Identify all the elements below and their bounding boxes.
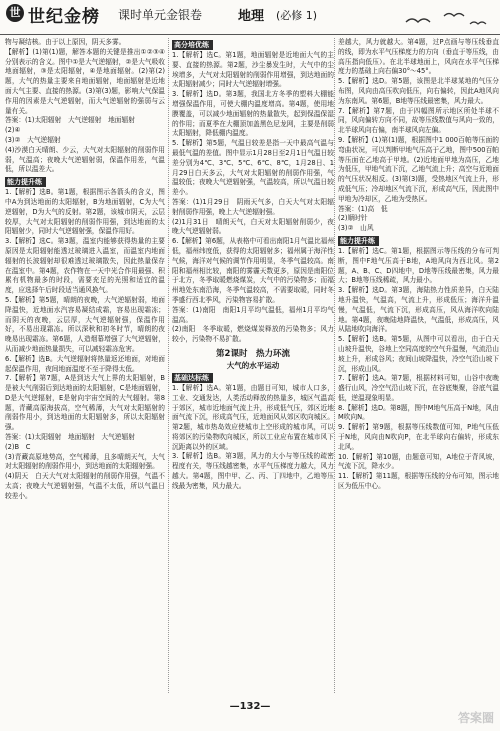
answer-paragraph: 答案：(1)太阳辐射 地面辐射 大气逆辐射 (5, 433, 135, 442)
answer-paragraph: 1.【解析】选C。第1题，地面辐射是近地面大气的主要、直接的热源。第2题，沙尘暴发生时，大气中的尘埃增多，大气对太阳辐射的削弱作用增强，到达地面的太阳辐射减少；同时大气逆辐射增强。 (172, 51, 334, 89)
lesson-subtitle: 大气的水平运动 (226, 360, 280, 370)
answer-paragraph: 1.【解析】选A。第1题，由题目可知，城市人口多，工业、交通发达，人类活动释放的热量多，城区气温高于郊区，城市近地面气流上升，形成低气压，郊区近地面气流下沉，形成高气压，近地面风从郊区吹向城区。第2题，城市热岛效应使城市上空形成的城市风，可以将郊区的污染物吹向城区，所以工业应布置在城市风下沉距离以外的区域。 (172, 383, 334, 451)
answer-paragraph: 10.【解析】第10题，由题意可知，A地位于背风坡，气流下沉，降水少。 (338, 452, 499, 471)
answer-paragraph: (4)沙漠白天晴朗、少云，大气对太阳辐射的削弱作用弱，气温高；夜晚大气逆辐射弱，保温作用差，气温低，所以温差大。 (5, 145, 165, 174)
answer-paragraph: (3)② 大气逆辐射 (5, 135, 61, 144)
section-heading: 能力提升练 (5, 177, 46, 187)
answer-paragraph: 8.【解析】选D。第8题，图中M地气压高于N地，风由M吹向N。 (338, 403, 499, 422)
answer-paragraph: 6.【解析】第6题，从表格中可看出南阳1月气温比福州低，福州纬度低，获得的太阳辐射多；福州属于海洋性气候，海洋对气候的调节作用明显，冬季气温较高。南阳和福州相比较，南阳的雾霾天数更多，原因是南阳位于北方，冬季取暖燃烧煤炭，大气中的污染物多；而福州地处东南沿海，冬季气温较高，不需要取暖，同时冬季盛行西北季风，污染物容易扩散。 (172, 237, 334, 304)
section-heading: 高分培优练 (172, 40, 213, 50)
answer-paragraph: (3)② 山风 (338, 224, 374, 233)
answer-paragraph: (2)1月31日 晴朗天气，白天对太阳辐射削弱少，夜晚大气逆辐射弱。 (172, 217, 334, 236)
page-footer (0, 700, 500, 731)
answer-paragraph: 9.【解析】(1)第(1)题，根据图中1 000百帕等压面的弯曲状况，可以判断甲地气压高于乙地，图中500百帕等压面在乙地高于甲地。(2)近地面甲地为高压，乙地为低压，甲地气流下沉，乙地气流上升；高空与近地面的气压状况相反。(3)第(3)题，受热地区气流上升，形成低气压；冷却地区气流下沉，形成高气压，因此图中甲地为冷却区，乙地为受热区。 (338, 135, 499, 203)
answer-paragraph: 7.【解析】第7题，由于四幅图所示地区所处半球不同，风向偏转方向不同，故等压线数值与风向一致的，北半球风向右偏，南半球风向左偏。 (338, 106, 499, 135)
answer-paragraph: (4)阴天 白天大气对太阳辐射的削弱作用强，气温不太高；夜晚大气逆辐射强，气温不太低，所以气温日较差小。 (5, 472, 165, 500)
answer-paragraph: 物与凝结核。由于以上原因，阴天多雾。 (5, 38, 126, 46)
birds-icon (400, 8, 490, 30)
page-number: —132— (229, 701, 271, 712)
answer-column-left (5, 38, 165, 693)
page-header (0, 0, 500, 35)
answer-column-middle (168, 38, 334, 693)
answer-paragraph: (2)B C (5, 442, 31, 451)
answer-paragraph: (2)④ (5, 126, 21, 135)
answer-paragraph: 3.【解析】选D。第3题，海陆热力性质差异，白天陆地升温快，气温高，气流上升，形成低压；海洋升温慢，气温低，气流下沉，形成高压，风从海洋吹向陆地。第4题，夜晚陆地降温快，气温低，形成高压，风从陆地吹向海洋。 (338, 286, 499, 334)
answer-paragraph: 6.【解析】选B。大气逆辐射将热量返还地面，对地面起保温作用，夜间地面温度不至于降得太低。 (5, 354, 165, 373)
answer-paragraph: 3.【解析】选B。第3题，风力的大小与等压线的疏密程度有关，等压线越密集，水平气压梯度力越大，风力越大。第4题，图中甲、乙、丙、丁四地中，乙地等压线最为密集，风力最大。 (172, 452, 334, 490)
watermark-logo: 答案圈 (457, 711, 494, 725)
answer-paragraph: 5.【解析】第5题，晴朗的夜晚，大气逆辐射弱，地面降温快，近地面水汽容易凝结成霜，容易出现霜冻；而阴天的夜晚，云层厚，大气逆辐射强，保温作用好，不易出现霜冻。所以深秋和初冬时节，晴朗的夜晚易出现霜冻。第6题，人造烟幕增强了大气逆辐射，从而减少地面热量损失，可以减轻霜冻危害。 (5, 295, 165, 353)
subject-label: 地理 (238, 9, 265, 24)
answer-paragraph: (2)顺时针 (338, 214, 368, 223)
answer-paragraph: 9.【解析】第9题，根据等压线数值可知，P地气压低于N地，风向由N吹向P，在北半球向右偏转，形成东北风。 (338, 423, 499, 451)
section-heading: 能力提升练 (338, 236, 379, 246)
answer-paragraph: 差越大，风力就越大。第4题，过P点画与等压线垂直的线，即为水平气压梯度力的方向（垂直于等压线，由高压指向低压）。在北半球地面上，风向在水平气压梯度力的基础上向右偏30°～45°。 (338, 38, 499, 76)
answer-paragraph: 5.【解析】选D。第5题，该图是北半球某地的气压分布图，风向由高压吹向低压，向右偏转，因此A地风向为东南风。第6题，B地等压线最密集，风力最大。 (338, 77, 499, 105)
section-heading: 基础达标练 (172, 373, 213, 383)
brand-logo-icon: 世 (6, 4, 24, 22)
series-subtitle: 课时单元金银卷 (118, 8, 203, 22)
answer-paragraph: (2)南阳 冬季取暖，燃烧煤炭释放的污染物多；风力较小，污染物不易扩散。 (172, 325, 334, 344)
answer-paragraph: 3.【解析】选C。第3题，温室内能够获得热量的主要原因是太阳辐射能透过玻璃进入温室，而温室内地面辐射的长波辐射却很难透过玻璃散失，因此热量保存在温室中。第4题，农作物在一天中光合作用最强、积累有机物最多的时段，需要充足的光照和适宜的温度，应选择午后时段适当通风换气。 (5, 237, 165, 295)
answer-paragraph: 7.【解析】第7题，A是到达大气上界的太阳辐射，B是被大气削弱后到达地面的太阳辐射，C是地面辐射，D是大气逆辐射，E是射向宇宙空间的大气辐射。第8题，青藏高原海拔高，空气稀薄，大气对太阳辐射的削弱作用小，到达地面的太阳辐射多，所以太阳辐射强。 (5, 374, 165, 432)
answer-paragraph: 5.【解析】选B。第5题，从图中可以看出，由于白天山坡升温快，谷地上空同高度的空气升温慢，气流沿山坡上升，形成谷风；夜间山坡降温快，冷空气沿山坡下沉，形成山风。 (338, 335, 499, 373)
answer-paragraph: 11.【解析】第11题，根据等压线的分布可知，图示地区为低压中心。 (338, 472, 499, 491)
lesson-title: 第2课时 热力环流 (216, 348, 290, 359)
answer-paragraph: 【解析】(1)第(1)题，解答本题的关键是推出①②③④分别表示的含义。图中①是大气逆辐射，②是大气吸收地面辐射，③是太阳辐射，④是地面辐射。(2)第(2)题，大气的热量主要来自地面辐射，地面辐射是近地面大气主要、直接的热源。(3)第(3)题，影响大气保温作用的因素是大气逆辐射，而大气逆辐射的强弱与云量有关。 (5, 47, 165, 115)
answer-paragraph: 1.【解析】选C。第1题，根据图示等压线的分布可判断，图中F地气压高于B地，A地风向为西北风。第2题，A、B、C、D四地中，D地等压线最密集，风力最大；B地等压线稀疏，风力最小。 (338, 246, 499, 285)
answer-paragraph: (3)青藏高原地势高，空气稀薄，且多晴朗天气，大气对太阳辐射的削弱作用小，到达地面的太阳辐射强。 (5, 452, 165, 471)
answer-paragraph: 答案：(1)1月29日 阴雨天气多，白天大气对太阳辐射削弱作用强，晚上大气逆辐射强。 (172, 197, 334, 216)
answer-paragraph: 5.【解析】第5题，气温日较差是指一天中最高气温与最低气温的差值。图中显示1月28日至2月1日气温日较差分别为4℃、3℃、5℃、6℃、8℃，1月28日、1月29日白天多云，大气对太阳辐射的削弱作用强，气温较低；夜晚大气逆辐射强，气温较高，所以气温日较差小。 (172, 139, 334, 197)
brand-title: 世纪金榜 (28, 7, 100, 27)
answer-paragraph: 7.【解析】选A。第7题，根据材料可知，山谷中夜晚盛行山风，冷空气沿山坡下沉，在谷底集聚，谷底气温低，逆温现象明显。 (338, 374, 499, 402)
module-label: (必修 1) (276, 9, 318, 22)
answer-paragraph: 答案：(1)太阳辐射 大气逆辐射 地面辐射 (5, 116, 135, 125)
answer-paragraph: 1.【解析】选B。第1题，根据图示各箭头的含义，图中A为到达地面的太阳辐射，B为地面辐射，C为大气逆辐射，D为大气的反射。第2题，该城市阴天，云层较厚，大气对太阳辐射的削弱作用强，到达地面的太阳辐射少，同时大气逆辐射强，保温作用好。 (5, 188, 165, 236)
answer-paragraph: 答案：(1)高 低 (338, 204, 388, 213)
answer-column-right (334, 38, 499, 693)
answer-paragraph: 3.【解析】选D。第3题，我国北方冬季的塑料大棚能增强保温作用，可使大棚内温度增高。第4题，使用地膜覆盖，可以减少地面辐射的热量散失，起到保温保湿的作用；而夏季在大棚顶加盖黑色尼龙网，主要是削弱太阳辐射，降低棚内温度。 (172, 90, 334, 138)
answer-paragraph: 答案：(1)南阳 南阳1月平均气温低，福州1月平均气温高。 (172, 305, 334, 324)
